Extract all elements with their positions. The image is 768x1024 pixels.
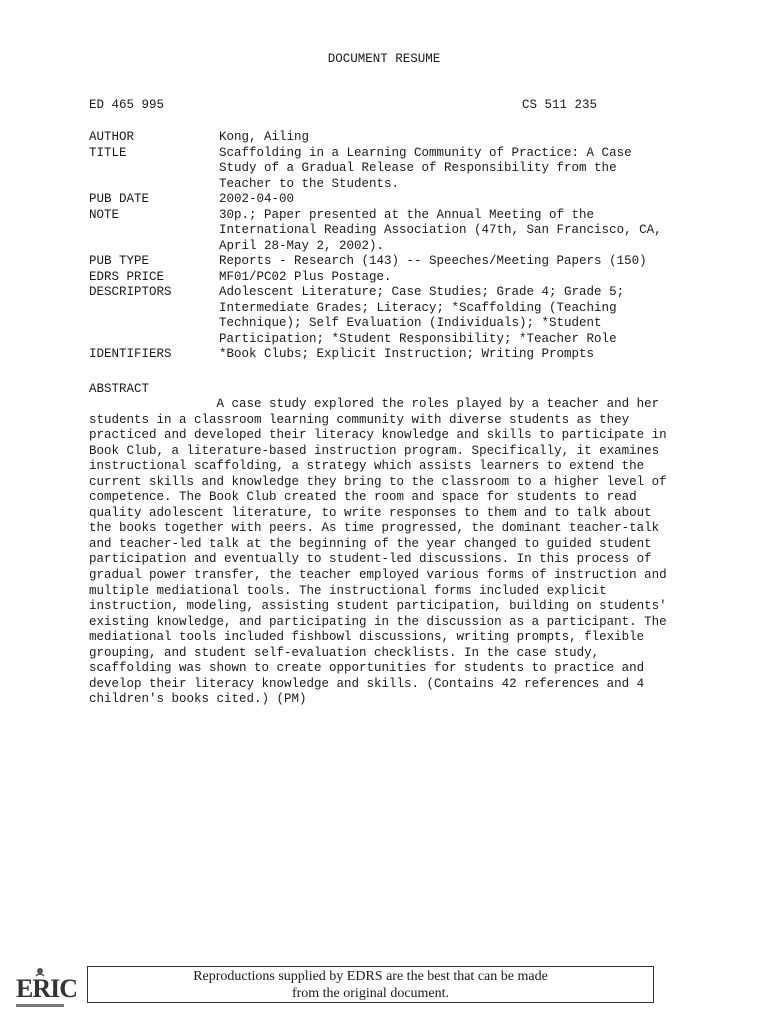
ed-number: ED 465 995 <box>89 98 165 112</box>
field-value: Adolescent Literature; Case Studies; Grade 4; Grade 5; Intermediate Grades; Literacy; *Scaffolding (Teaching Technique); Self Evaluation (Individuals); *Student Participation; *Student Responsibility; *Teacher Role <box>219 285 625 346</box>
field-edrs-price <box>89 270 689 286</box>
field-title <box>89 146 689 193</box>
field-pub-date <box>89 192 689 208</box>
reproduction-notice <box>87 966 654 1003</box>
eric-logo <box>14 966 78 1010</box>
field-identifiers <box>89 347 689 363</box>
field-label: NOTE <box>89 207 120 222</box>
document-title: DOCUMENT RESUME <box>327 52 441 66</box>
field-label: EDRS PRICE <box>89 269 165 284</box>
field-label: PUB DATE <box>89 192 150 206</box>
field-value: Kong, Ailing <box>219 130 310 144</box>
field-label: TITLE <box>89 145 127 160</box>
field-label: DESCRIPTORS <box>89 285 172 299</box>
field-label: PUB TYPE <box>89 254 150 268</box>
eric-logo-bar <box>16 1004 64 1007</box>
eric-logo-text: ERIC <box>16 974 78 1003</box>
document-identifiers <box>89 98 597 112</box>
field-label: AUTHOR <box>89 130 135 144</box>
field-value: 2002-04-00 <box>219 192 295 206</box>
metadata-fields <box>89 130 689 363</box>
abstract-heading: ABSTRACT <box>89 382 150 396</box>
field-value: Scaffolding in a Learning Community of Practice: A Case Study of a Gradual Release of Responsibility from the Teacher to the Students. <box>219 145 632 191</box>
field-author <box>89 130 689 146</box>
field-note <box>89 208 689 255</box>
field-label: IDENTIFIERS <box>89 347 172 361</box>
field-value: 30p.; Paper presented at the Annual Meeting of the International Reading Association (47th, San Francisco, CA, April 28-May 2, 2002). <box>219 207 662 253</box>
field-value: *Book Clubs; Explicit Instruction; Writing Prompts <box>219 347 595 361</box>
field-value: Reports - Research (143) -- Speeches/Meeting Papers (150) <box>219 254 647 268</box>
field-value: MF01/PC02 Plus Postage. <box>219 269 392 284</box>
field-pub-type <box>89 254 689 270</box>
field-descriptors <box>89 285 689 347</box>
abstract-text: A case study explored the roles played by a teacher and her students in a classroom learning community with diverse students as they practiced and developed their literacy knowledge and skills to participate in Book Club, a literature-based instruction program. Specifically, it examines instructional scaffolding, a strategy which assists learners to extend the current skills and knowledge they bring to the classroom to a higher level of competence. The Book Club created the room and space for students to read quality adolescent literature, to write responses to them and to talk about the books together with peers. As time progressed, the dominant teacher-talk and teacher-led talk at the beginning of the year changed to guided student participation and eventually to student-led discussions. In this process of gradual power transfer, the teacher employed various forms of instruction and multiple mediational tools. The instructional forms included explicit instruction, modeling, assisting student participation, building on students' existing knowledge, and participating in the discussion as a participant. The mediational tools included fishbowl discussions, writing prompts, flexible grouping, and student self-evaluation checklists. In the case study, scaffolding was shown to create opportunities for students to practice and develop their literacy knowledge and skills. (Contains 42 references and 4 children's books cited.) (PM) <box>89 397 667 707</box>
reproduction-notice-line-2: from the original document. <box>291 986 450 1001</box>
reproduction-notice-line-1: Reproductions supplied by EDRS are the best that can be made <box>193 969 548 984</box>
cs-number: CS 511 235 <box>521 98 597 112</box>
